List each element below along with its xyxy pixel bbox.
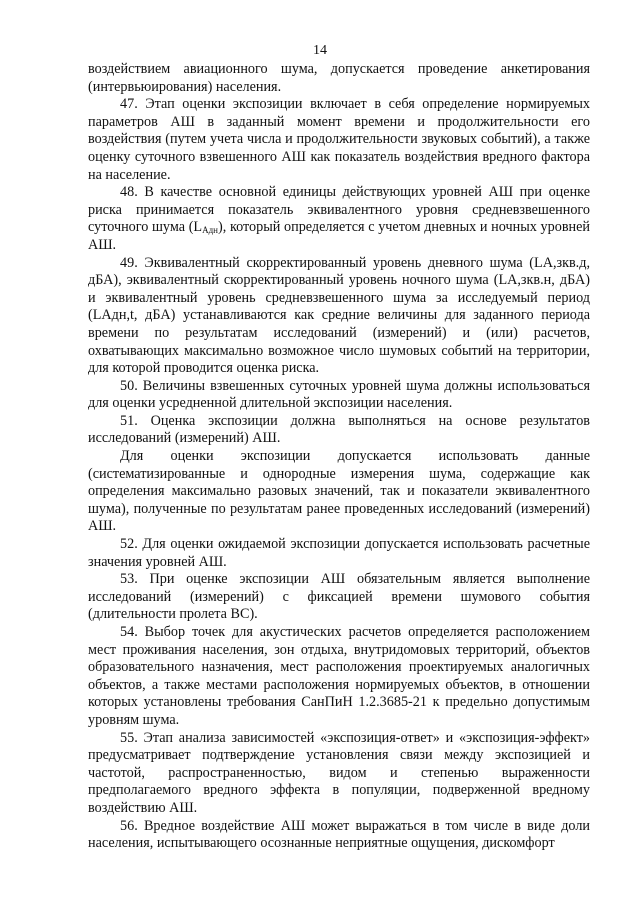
paragraph: 54. Выбор точек для акустических расчетов определяется расположением мест проживания населения, зон отдыха, внутридомовых территорий, объектов образовательного назначения, мест расположения проектируемых аналогичных объектов, а также местами расположения нормируемых объектов, в отношении которых установлены требования СанПиН 1.2.3685-21 к предельно допустимым уровням шума.	[88, 624, 590, 728]
paragraph: 47. Этап оценки экспозиции включает в себя определение нормируемых параметров АШ в заданный момент времени и продолжительности его воздействия (путем учета числа и продолжительности звуковых событий), а также оценку суточного взвешенного АШ как показатель воздействия вредного фактора на население.	[88, 96, 590, 183]
paragraph: Для оценки экспозиции допускается использовать данные (систематизированные и однородные измерения шума, содержащие как определения максимально разовых значений, так и показатели эквивалентного шума), полученные по результатам ранее проведенных исследований (измерений) АШ.	[88, 448, 590, 535]
paragraph: 51. Оценка экспозиции должна выполняться на основе результатов исследований (измерений) АШ.	[88, 412, 590, 447]
paragraph: 49. Эквивалентный скорректированный уровень дневного шума (LA,зкв.д, дБА), эквивалентный скорректированный уровень ночного шума (LA,зкв.н, дБА) и эквивалентный уровень средневзвешенного шума за исследуемый период (LAдн,t, дБА) устанавливаются как средние величины для заданного периода времени по результатам исследований (измерений) и (или) расчетов, охватывающих максимально возможное число шумовых событий на территории, для которой проводится оценка риска.	[88, 254, 590, 377]
paragraph: 53. При оценке экспозиции АШ обязательным является выполнение исследований (измерений) с фиксацией времени шумового события (длительности пролета ВС).	[88, 571, 590, 623]
subscript: Aдн	[202, 225, 218, 236]
paragraph: 55. Этап анализа зависимостей «экспозиция-ответ» и «экспозиция-эффект» предусматривает подтверждение установления связи между экспозицией и частотой, распространенностью, видом и степенью выраженности предполагаемого вредного эффекта в популяции, подверженной вредному воздействию АШ.	[88, 729, 590, 816]
paragraph-text: ), который определяется с учетом дневных и ночных уровней АШ.	[88, 219, 590, 253]
paragraph: 52. Для оценки ожидаемой экспозиции допускается использовать расчетные значения уровней АШ.	[88, 536, 590, 570]
page-number: 14	[313, 43, 327, 58]
paragraph: 50. Величины взвешенных суточных уровней шума должны использоваться для оценки усредненной длительной экспозиции населения.	[88, 377, 590, 412]
document-body	[88, 61, 590, 853]
paragraph	[88, 184, 590, 254]
paragraph: 56. Вредное воздействие АШ может выражаться в том числе в виде доли населения, испытывающего осознанные неприятные ощущения, дискомфорт	[88, 817, 590, 852]
paragraph: воздействием авиационного шума, допускается проведение анкетирования (интервьюирования) населения.	[88, 61, 590, 95]
paragraph-text: 48. В качестве основной единицы действующих уровней АШ при оценке риска принимается показатель эквивалентного уровня средневзвешенного суточного шума (L	[88, 184, 590, 236]
